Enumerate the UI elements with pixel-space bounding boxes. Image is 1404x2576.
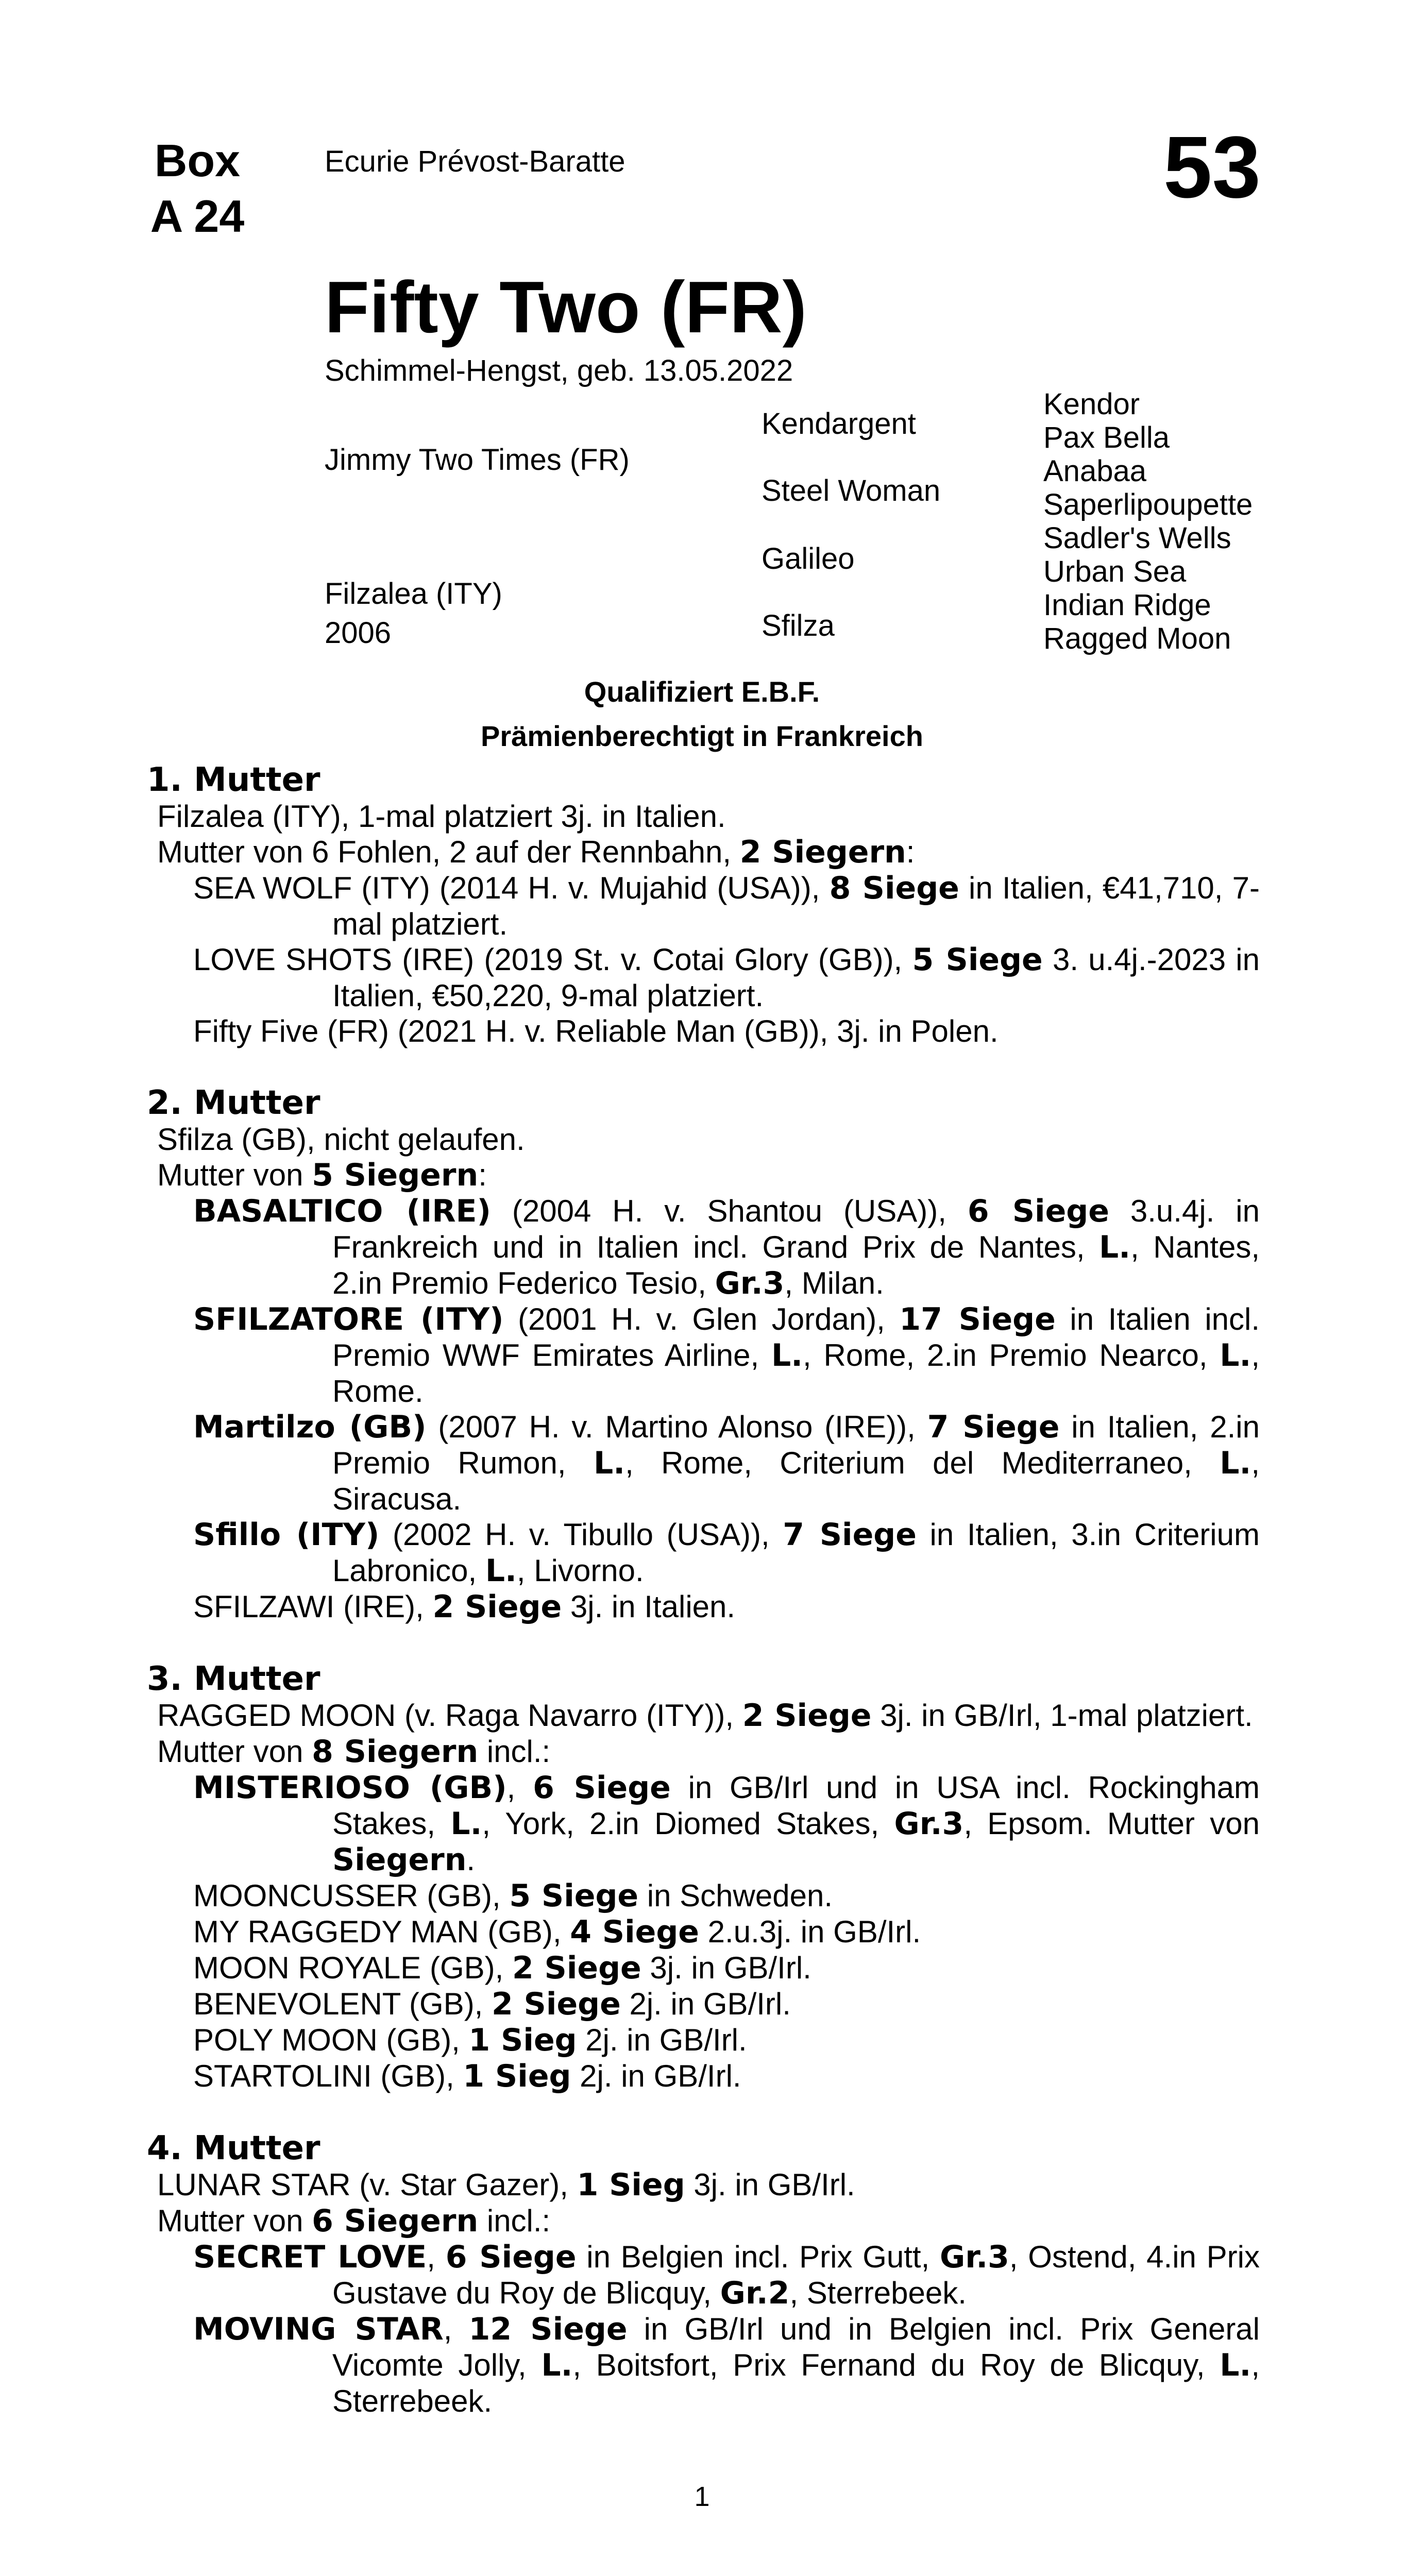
- dam4-section: [147, 2130, 1260, 2419]
- gg-2: Pax Bella: [1043, 421, 1170, 454]
- dam4-produce: Mutter von 6 Siegern incl.:: [157, 2203, 551, 2239]
- dam3-section: [147, 1660, 1260, 2094]
- dam4-entry-2: MOVING STAR, 12 Siege in GB/Irl und in Belgien incl. Prix General Vicomte Jolly, L., Boitsfort, Prix Fernand du Roy de Blicquy, L., Sterrebeek.: [193, 2311, 1260, 2418]
- dam4-entry-1: SECRET LOVE, 6 Siege in Belgien incl. Prix Gutt, Gr.3, Ostend, 4.in Prix Gustave du Roy de Blicquy, Gr.2, Sterrebeek.: [193, 2239, 1260, 2311]
- qualification-premium: Prämienberechtigt in Frankreich: [481, 720, 923, 752]
- dam1-heading: 1. Mutter: [147, 761, 320, 799]
- dam3-entry-4: MOON ROYALE (GB), 2 Siege 3j. in GB/Irl.: [193, 1950, 811, 1986]
- gg-3: Anabaa: [1043, 454, 1146, 488]
- gg-1: Kendor: [1043, 387, 1140, 421]
- dam1-entry-2: LOVE SHOTS (IRE) (2019 St. v. Cotai Glory (GB)), 5 Siege 3. u.4j.-2023 in Italien, €50,220, 9-mal platziert.: [193, 942, 1260, 1013]
- consignor: Ecurie Prévost-Baratte: [325, 145, 625, 178]
- dam3-produce: Mutter von 8 Siegern incl.:: [157, 1734, 551, 1770]
- pedigree-great-grandparents: [1043, 387, 1253, 655]
- gg-5: Sadler's Wells: [1043, 521, 1231, 555]
- dam1-entry-1: SEA WOLF (ITY) (2014 H. v. Mujahid (USA)), 8 Siege in Italien, €41,710, 7-mal platziert.: [193, 870, 1260, 941]
- pedigree-sire: Jimmy Two Times (FR): [325, 443, 630, 477]
- gg-6: Urban Sea: [1043, 555, 1187, 588]
- dam3-entry-7: STARTOLINI (GB), 1 Sieg 2j. in GB/Irl.: [193, 2058, 741, 2094]
- dam3-entry-5: BENEVOLENT (GB), 2 Siege 2j. in GB/Irl.: [193, 1986, 791, 2022]
- pedigree-sire-dam: Steel Woman: [762, 474, 941, 507]
- dam3-entry-2: MOONCUSSER (GB), 5 Siege in Schweden.: [193, 1878, 833, 1914]
- dam4-heading: 4. Mutter: [147, 2129, 320, 2167]
- dam1-intro: Filzalea (ITY), 1-mal platziert 3j. in Italien.: [157, 799, 726, 834]
- pedigree-dam: Filzalea (ITY): [325, 577, 502, 611]
- dam3-entry-3: MY RAGGEDY MAN (GB), 4 Siege 2.u.3j. in GB/Irl.: [193, 1914, 921, 1950]
- gg-7: Indian Ridge: [1043, 588, 1211, 622]
- dam1-section: [147, 761, 1260, 1049]
- dam2-entry-2: SFILZATORE (ITY) (2001 H. v. Glen Jordan), 17 Siege in Italien incl. Premio WWF Emirates Airline, L., Rome, 2.in Premio Nearco, L., Rome.: [193, 1301, 1260, 1409]
- dam1-entry-3: Fifty Five (FR) (2021 H. v. Reliable Man (GB)), 3j. in Polen.: [193, 1014, 999, 1048]
- dam2-intro: Sfilza (GB), nicht gelaufen.: [157, 1122, 525, 1157]
- gg-8: Ragged Moon: [1043, 622, 1231, 655]
- box-label: [143, 133, 251, 244]
- dam2-entry-1: BASALTICO (IRE) (2004 H. v. Shantou (USA)), 6 Siege 3.u.4j. in Frankreich und in Italien incl. Grand Prix de Nantes, L., Nantes, 2.in Premio Federico Tesio, Gr.3, Milan.: [193, 1193, 1260, 1301]
- dam2-heading: 2. Mutter: [147, 1084, 320, 1122]
- dam2-section: [147, 1084, 1260, 1625]
- pedigree-dam-dam: Sfilza: [762, 609, 835, 642]
- dam2-entry-5: SFILZAWI (IRE), 2 Siege 3j. in Italien.: [193, 1589, 736, 1625]
- dam2-entry-4: Sfillo (ITY) (2002 H. v. Tibullo (USA)), 7 Siege in Italien, 3.in Criterium Labronico, L., Livorno.: [193, 1517, 1260, 1589]
- dam2-produce: Mutter von 5 Siegern:: [157, 1157, 487, 1193]
- dam3-heading: 3. Mutter: [147, 1660, 320, 1698]
- dam3-intro: RAGGED MOON (v. Raga Navarro (ITY)), 2 Siege 3j. in GB/Irl, 1-mal platziert.: [157, 1698, 1253, 1734]
- gg-4: Saperlipoupette: [1043, 488, 1253, 521]
- qualification-ebf: Qualifiziert E.B.F.: [584, 675, 820, 708]
- dam3-entry-6: POLY MOON (GB), 1 Sieg 2j. in GB/Irl.: [193, 2022, 747, 2058]
- pedigree-dam-sire: Galileo: [762, 542, 855, 575]
- pedigree-sire-sire: Kendargent: [762, 407, 916, 440]
- box-title: Box: [154, 135, 241, 186]
- dam2-entry-3: Martilzo (GB) (2007 H. v. Martino Alonso (IRE)), 7 Siege in Italien, 2.in Premio Rumon, L., Rome, Criterium del Mediterraneo, L., Siracusa.: [193, 1409, 1260, 1516]
- lot-number: 53: [1163, 118, 1261, 216]
- dam1-produce: Mutter von 6 Fohlen, 2 auf der Rennbahn, 2 Siegern:: [157, 834, 915, 870]
- dam3-entry-1: MISTERIOSO (GB), 6 Siege in GB/Irl und in USA incl. Rockingham Stakes, L., York, 2.in Diomed Stakes, Gr.3, Epsom. Mutter von Siegern.: [193, 1770, 1260, 1878]
- family-sections: [147, 761, 1260, 2419]
- pedigree-dam-year: 2006: [325, 616, 392, 650]
- box-number: A 24: [150, 191, 245, 242]
- page-number: 1: [694, 2481, 710, 2512]
- dam4-intro: LUNAR STAR (v. Star Gazer), 1 Sieg 3j. in GB/Irl.: [157, 2167, 855, 2203]
- horse-description: Schimmel-Hengst, geb. 13.05.2022: [325, 354, 793, 387]
- horse-name: Fifty Two (FR): [325, 266, 807, 348]
